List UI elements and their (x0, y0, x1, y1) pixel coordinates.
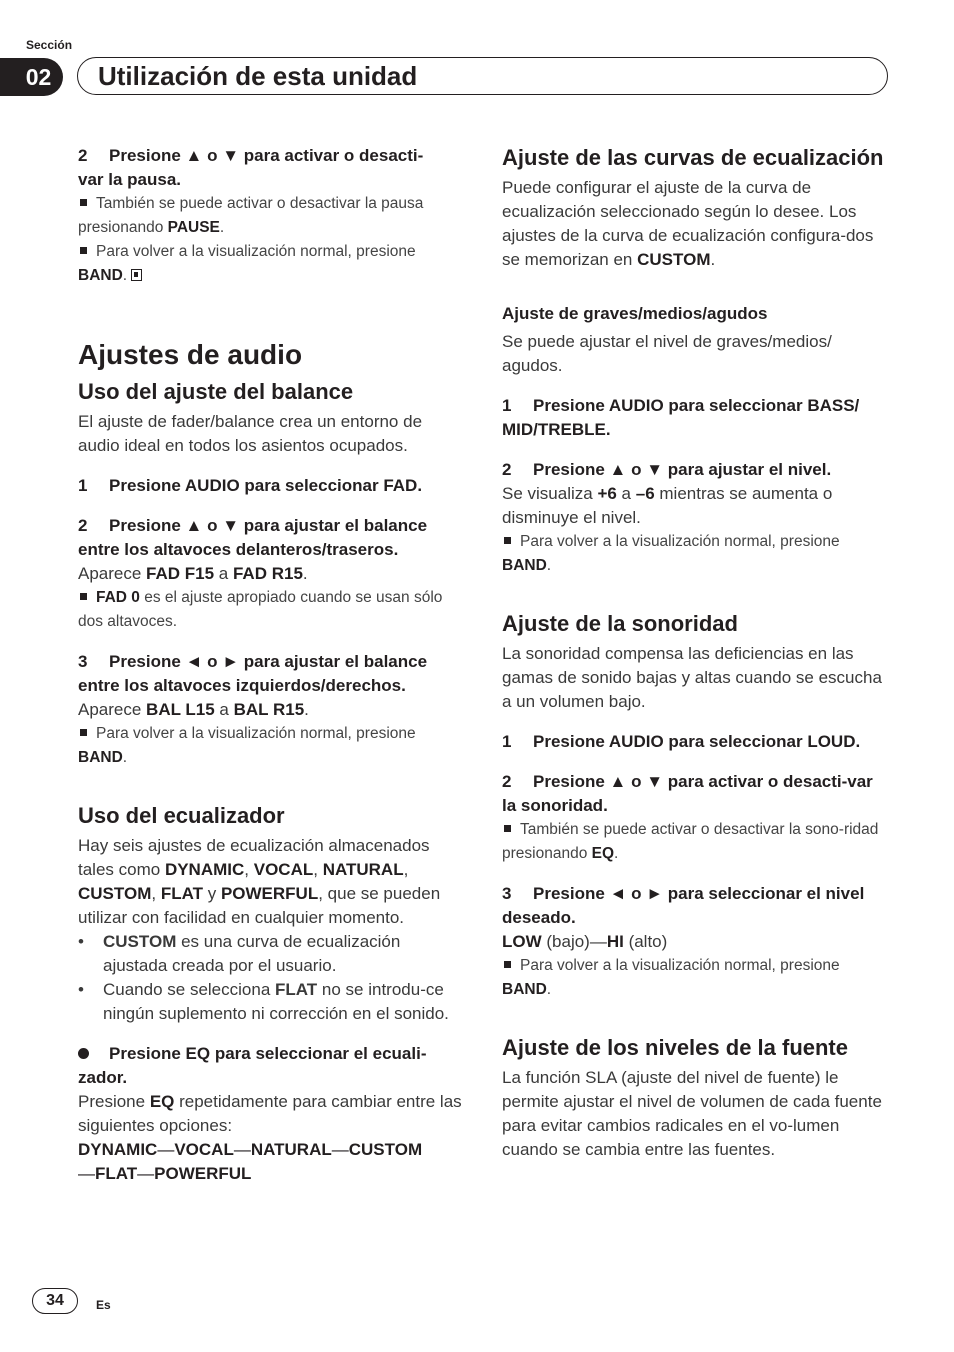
curves-intro: Puede configurar el ajuste de la curva de ecualización seleccionado según lo desee. Los ajustes de la curva de ecualización configura-dos se memorizan en CUSTOM. (502, 178, 874, 269)
equalizer-bullet-2: • Cuando se selecciona FLAT no se introdu-ce ningún suplemento ni corrección en el sonido. (78, 980, 449, 1023)
equalizer-step: Presione EQ para seleccionar el ecuali-zador. (78, 1044, 427, 1087)
loudness-step-2: 2 Presione ▲ o ▼ para activar o desacti-var la sonoridad. (502, 772, 873, 815)
curves-heading: Ajuste de las curvas de ecualización (502, 145, 884, 170)
balance-step-2-body: Aparece FAD F15 a FAD R15. (78, 564, 308, 583)
source-level-heading: Ajuste de los niveles de la fuente (502, 1035, 848, 1060)
equalizer-intro: Hay seis ajustes de ecualización almacenados tales como DYNAMIC, VOCAL, NATURAL, CUSTOM, FLAT y POWERFUL, que se pueden utilizar con facilidad en cualquier momento. (78, 836, 441, 927)
equalizer-step-body: Presione EQ repetidamente para cambiar entre las siguientes opciones: (78, 1092, 462, 1135)
right-column (502, 144, 890, 1162)
loudness-step-1: 1 Presione AUDIO para seleccionar LOUD. (502, 732, 861, 751)
bullet-dot-icon (78, 1048, 89, 1059)
source-level-intro: La función SLA (ajuste del nivel de fuente) le permite ajustar el nivel de volumen de cada fuente para evitar cambios radicales en el vo-lumen cuando se cambia entre las fuentes. (502, 1068, 882, 1159)
tone-step-2-body: Se visualiza +6 a –6 mientras se aumenta o disminuye el nivel. (502, 484, 833, 527)
section-label: Sección (26, 38, 73, 52)
page-number: 34 (32, 1288, 78, 1314)
language-code: Es (96, 1298, 111, 1312)
tone-step-2: 2 Presione ▲ o ▼ para ajustar el nivel. (502, 460, 832, 479)
pause-note-2: Para volver a la visualización normal, presione BAND. (78, 243, 416, 284)
audio-settings-heading: Ajustes de audio (78, 339, 303, 370)
section-number: 02 (0, 58, 63, 96)
loudness-heading: Ajuste de la sonoridad (502, 611, 738, 636)
tone-step-1: 1 Presione AUDIO para seleccionar BASS/ MID/TREBLE. (502, 396, 860, 439)
balance-step-2: 2 Presione ▲ o ▼ para ajustar el balance entre los altavoces delanteros/traseros. (78, 516, 428, 559)
balance-step-3-note: Para volver a la visualización normal, presione BAND. (78, 725, 416, 766)
left-column (78, 144, 466, 1186)
balance-intro: El ajuste de fader/balance crea un entorno de audio ideal en todos los asientos ocupados. (78, 412, 423, 455)
end-mark-icon (131, 269, 142, 281)
balance-step-2-note: FAD 0 es el ajuste apropiado cuando se usan sólo dos altavoces. (78, 589, 443, 630)
balance-step-3: 3 Presione ◄ o ► para ajustar el balance entre los altavoces izquierdos/derechos. (78, 652, 428, 695)
tone-step-2-note: Para volver a la visualización normal, presione BAND. (502, 533, 840, 574)
loudness-intro: La sonoridad compensa las deficiencias en las gamas de sonido bajas y altas cuando se escucha a un volumen bajo. (502, 644, 882, 711)
equalizer-bullet-1: • CUSTOM es una curva de ecualización ajustada creada por el usuario. (78, 932, 401, 975)
pause-note-1: También se puede activar o desactivar la pausa presionando PAUSE. (78, 195, 424, 236)
equalizer-sequence: DYNAMIC—VOCAL—NATURAL—CUSTOM —FLAT—POWERFUL (78, 1140, 423, 1183)
loudness-step-2-note: También se puede activar o desactivar la sono-ridad presionando EQ. (502, 821, 879, 862)
tone-heading: Ajuste de graves/medios/agudos (502, 304, 768, 323)
loudness-step-3: 3 Presione ◄ o ► para seleccionar el nivel deseado. (502, 884, 865, 927)
equalizer-heading: Uso del ecualizador (78, 803, 285, 828)
tone-intro: Se puede ajustar el nivel de graves/medios/ agudos. (502, 332, 832, 375)
section-title: Utilización de esta unidad (98, 61, 418, 91)
pause-step: 2 Presione ▲ o ▼ para activar o desacti- var la pausa. (78, 146, 424, 189)
loudness-step-3-note: Para volver a la visualización normal, presione BAND. (502, 957, 840, 998)
balance-heading: Uso del ajuste del balance (78, 379, 354, 404)
balance-step-3-body: Aparece BAL L15 a BAL R15. (78, 700, 309, 719)
balance-step-1: 1 Presione AUDIO para seleccionar FAD. (78, 476, 423, 495)
loudness-step-3-body: LOW (bajo)—HI (alto) (502, 932, 668, 951)
